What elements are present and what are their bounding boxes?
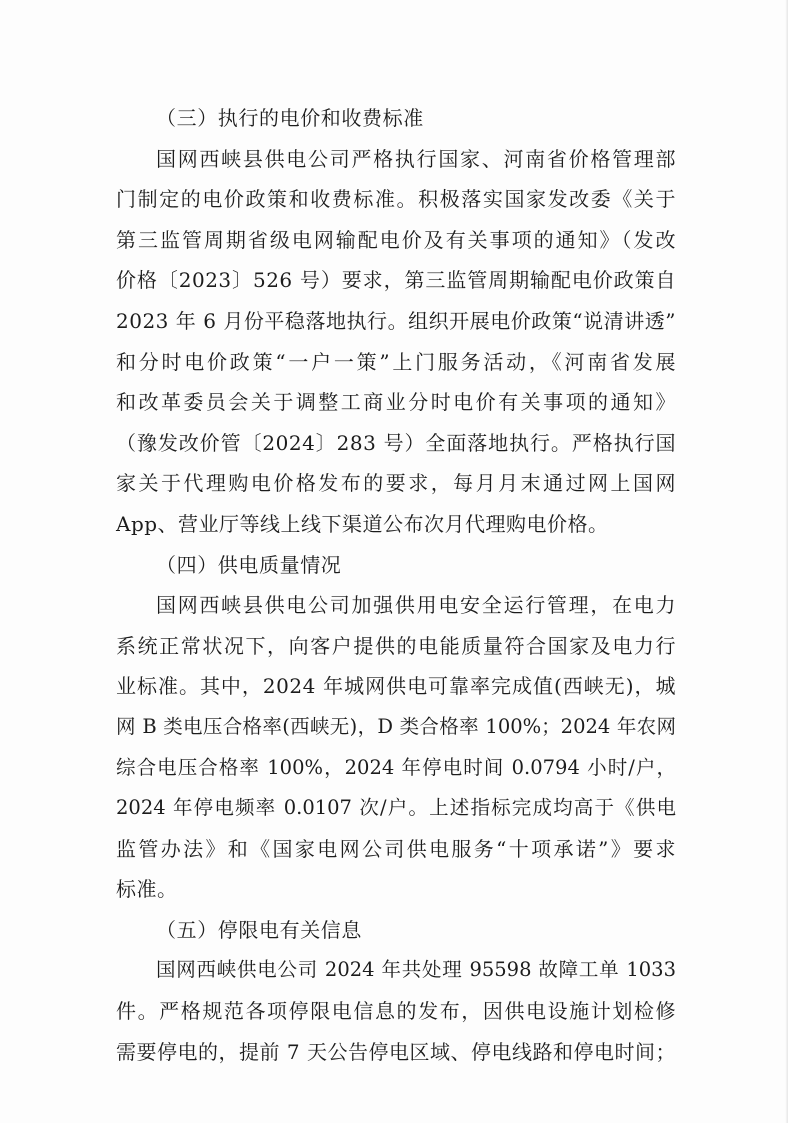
paragraph-line: 监管办法》和《国家电网公司供电服务“十项承诺”》要求 <box>116 836 676 861</box>
section-heading-4: （四）供电质量情况 <box>156 552 342 577</box>
paragraph-line: 系统正常状况下，向客户提供的电能质量符合国家及电力行 <box>116 633 676 658</box>
paragraph-line: 2023 年 6 月份平稳落地执行。组织开展电价政策“说清讲透” <box>116 308 676 333</box>
paragraph-line: 综合电压合格率 100%，2024 年停电时间 0.0794 小时/户， <box>116 755 676 779</box>
paragraph-line: 和改革委员会关于调整工商业分时电价有关事项的通知》 <box>116 390 676 415</box>
document-body <box>116 98 676 1072</box>
section-heading-5: （五）停限电有关信息 <box>156 917 362 942</box>
paragraph-line: （豫发改价管〔2024〕283 号）全面落地执行。严格执行国 <box>116 430 676 455</box>
paragraph-line: 第三监管周期省级电网输配电价及有关事项的通知》（发改 <box>116 227 676 252</box>
paragraph-line: 网 B 类电压合格率(西峡无)，D 类合格率 100%；2024 年农网 <box>116 714 676 738</box>
paragraph-line: 门制定的电价政策和收费标准。积极落实国家发改委《关于 <box>116 187 676 212</box>
paragraph-line: 国网西峡县供电公司严格执行国家、河南省价格管理部 <box>156 146 676 171</box>
paragraph-line: 价格〔2023〕526 号）要求，第三监管周期输配电价政策自 <box>116 268 676 293</box>
paragraph-line: 家关于代理购电价格发布的要求，每月月末通过网上国网 <box>116 471 676 496</box>
paragraph-line: 标准。 <box>116 877 178 902</box>
paragraph-line: App、营业厅等线上线下渠道公布次月代理购电价格。 <box>116 511 609 536</box>
paragraph-line: 件。严格规范各项停限电信息的发布，因供电设施计划检修 <box>116 999 676 1024</box>
paragraph-line: 和分时电价政策“一户一策”上门服务活动，《河南省发展 <box>116 349 676 374</box>
paragraph-line: 国网西峡县供电公司加强供用电安全运行管理，在电力 <box>156 593 676 618</box>
paragraph-line: 业标准。其中，2024 年城网供电可靠率完成值(西峡无)，城 <box>116 674 676 699</box>
paragraph-line: 需要停电的，提前 7 天公告停电区域、停电线路和停电时间； <box>116 1039 676 1064</box>
section-heading-3: （三）执行的电价和收费标准 <box>156 106 424 130</box>
paragraph-line: 国网西峡供电公司 2024 年共处理 95598 故障工单 1033 <box>156 958 676 982</box>
paragraph-line: 2024 年停电频率 0.0107 次/户。上述指标完成均高于《供电 <box>116 796 676 820</box>
